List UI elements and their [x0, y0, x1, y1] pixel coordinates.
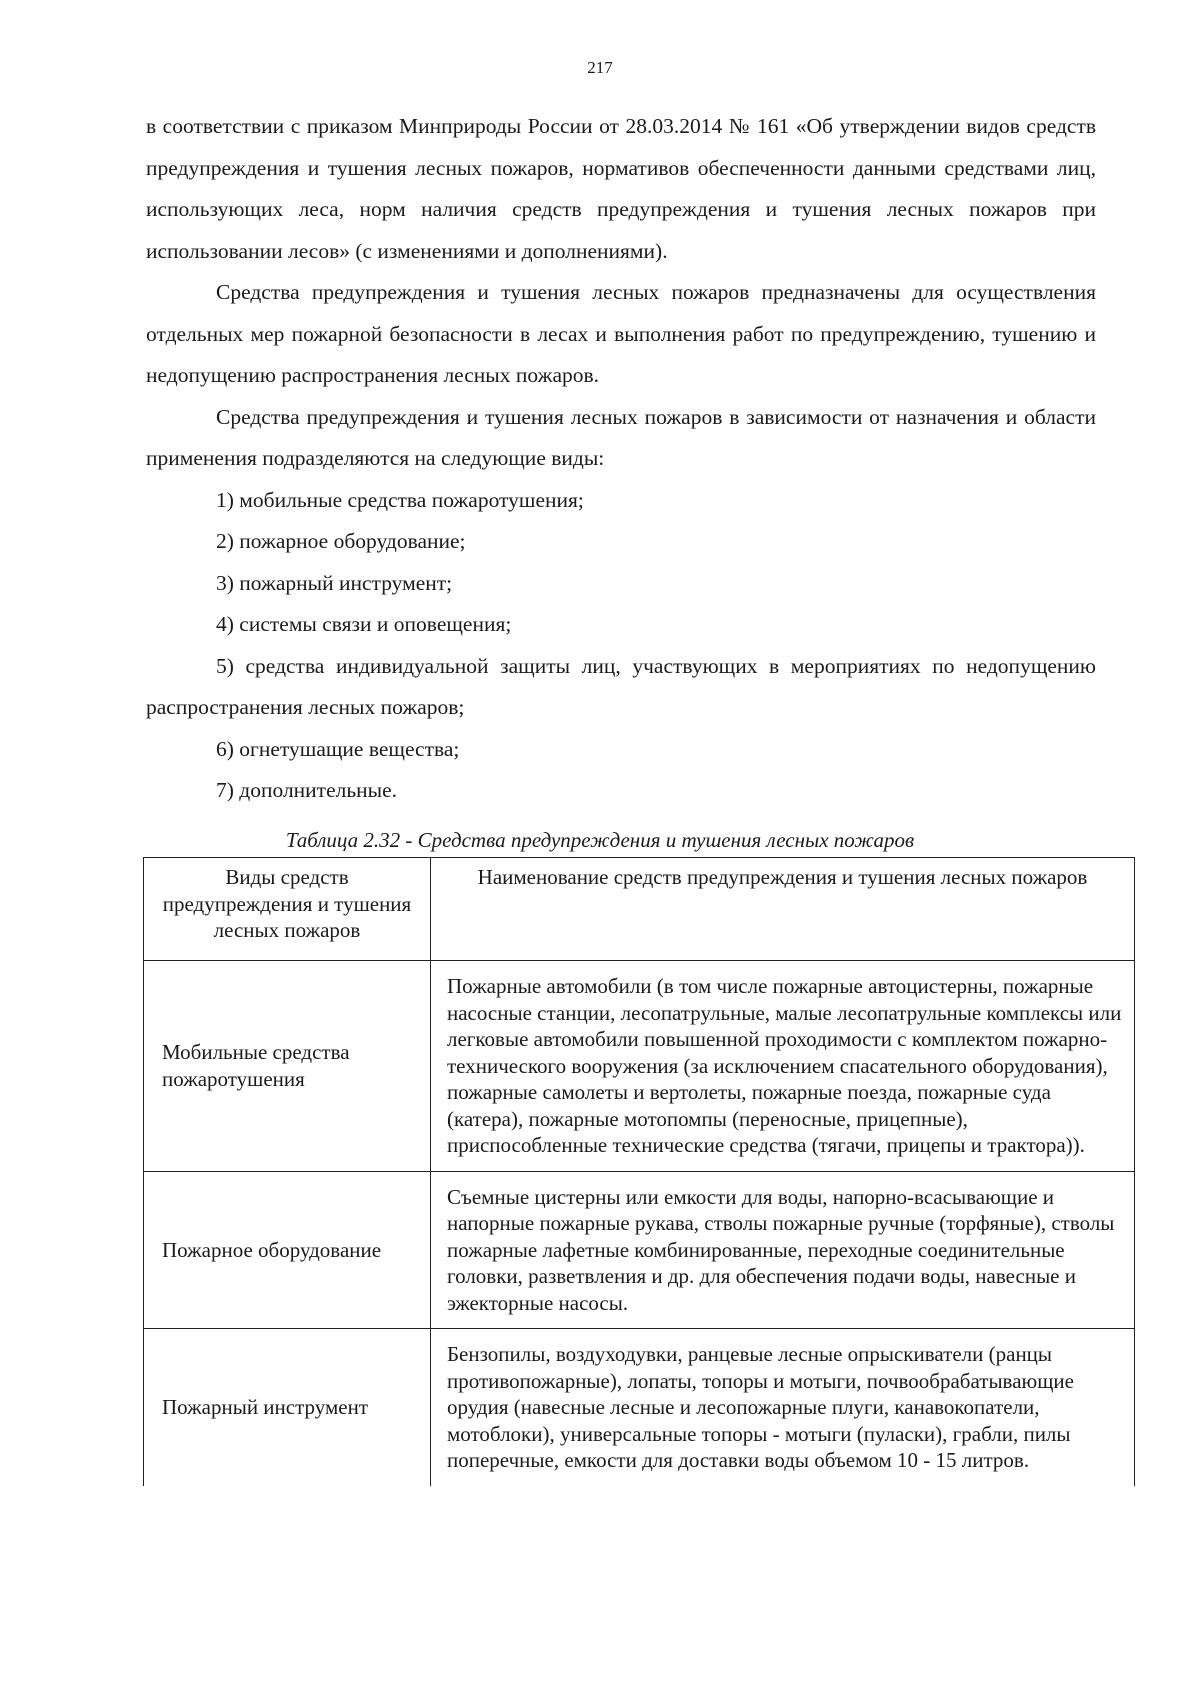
list-item: 6) огнетушащие вещества;	[216, 736, 460, 761]
list-item: 7) дополнительные.	[216, 778, 398, 802]
table-header-names: Наименование средств предупреждения и тушения лесных пожаров	[431, 858, 1135, 961]
list-item: 2) пожарное оборудование;	[216, 529, 466, 553]
body-text	[146, 106, 1096, 812]
table-cell-kind: Мобильные средства пожаротушения	[144, 961, 431, 1172]
table-row	[144, 961, 1135, 1172]
table-cell-names: Съемные цистерны или емкости для воды, напорно-всасывающие и напорные пожарные рукава, стволы пожарные ручные (торфяные), стволы пожарные лафетные комбинированные, переходные соединительные головки, разветвления и др. для обеспечения подачи воды, навесные и эжекторные насосы.	[431, 1171, 1135, 1329]
paragraph-classification: Средства предупреждения и тушения лесных пожаров в зависимости от назначения и области применения подразделяются на следующие виды:	[146, 404, 1096, 470]
table-cell-kind: Пожарное оборудование	[144, 1171, 431, 1329]
list-item: 4) системы связи и оповещения;	[216, 612, 512, 636]
list-item: 5) средства индивидуальной защиты лиц, участвующих в мероприятиях по недопущению распространения лесных пожаров;	[146, 653, 1096, 719]
table-caption: Таблица 2.32 - Средства предупреждения и тушения лесных пожаров	[285, 828, 915, 852]
table-cell-names: Пожарные автомобили (в том числе пожарные автоцистерны, пожарные насосные станции, лесопатрульные, малые лесопатрульные комплексы или легковые автомобили повышенной проходимости с комплектом пожарно-технического вооружения (за исключением спасательного оборудования), пожарные самолеты и вертолеты, пожарные поезда, пожарные суда (катера), пожарные мотопомпы (переносные, прицепные), приспособленные технические средства (тягачи, прицепы и трактора)).	[431, 961, 1135, 1172]
table-header-row	[144, 858, 1135, 961]
table-cell-kind: Пожарный инструмент	[144, 1329, 431, 1486]
table-header-kind: Виды средств предупреждения и тушения лесных пожаров	[144, 858, 431, 961]
page-number: 217	[587, 58, 613, 77]
paragraph-continuation: в соответствии с приказом Минприроды России от 28.03.2014 № 161 «Об утверждении видов средств предупреждения и тушения лесных пожаров, нормативов обеспеченности данными средствами лиц, использующих леса, норм наличия средств предупреждения и тушения лесных пожаров при использовании лесов» (с изменениями и дополнениями).	[146, 114, 1096, 263]
list-item: 1) мобильные средства пожаротушения;	[216, 487, 584, 512]
list-item: 3) пожарный инструмент;	[216, 570, 453, 595]
table-row	[144, 1171, 1135, 1329]
paragraph-purpose: Средства предупреждения и тушения лесных пожаров предназначены для осуществления отдельных мер пожарной безопасности в лесах и выполнения работ по предупреждению, тушению и недопущению распространения лесных пожаров.	[146, 280, 1096, 387]
fire-means-table	[143, 857, 1135, 1486]
table-cell-names: Бензопилы, воздуходувки, ранцевые лесные опрыскиватели (ранцы противопожарные), лопаты, топоры и мотыги, почвообрабатывающие орудия (навесные лесные и лесопожарные плуги, канавокопатели, мотоблоки), универсальные топоры - мотыги (пуласки), грабли, пилы поперечные, емкости для доставки воды объемом 10 - 15 литров.	[431, 1329, 1135, 1486]
table-row	[144, 1329, 1135, 1486]
